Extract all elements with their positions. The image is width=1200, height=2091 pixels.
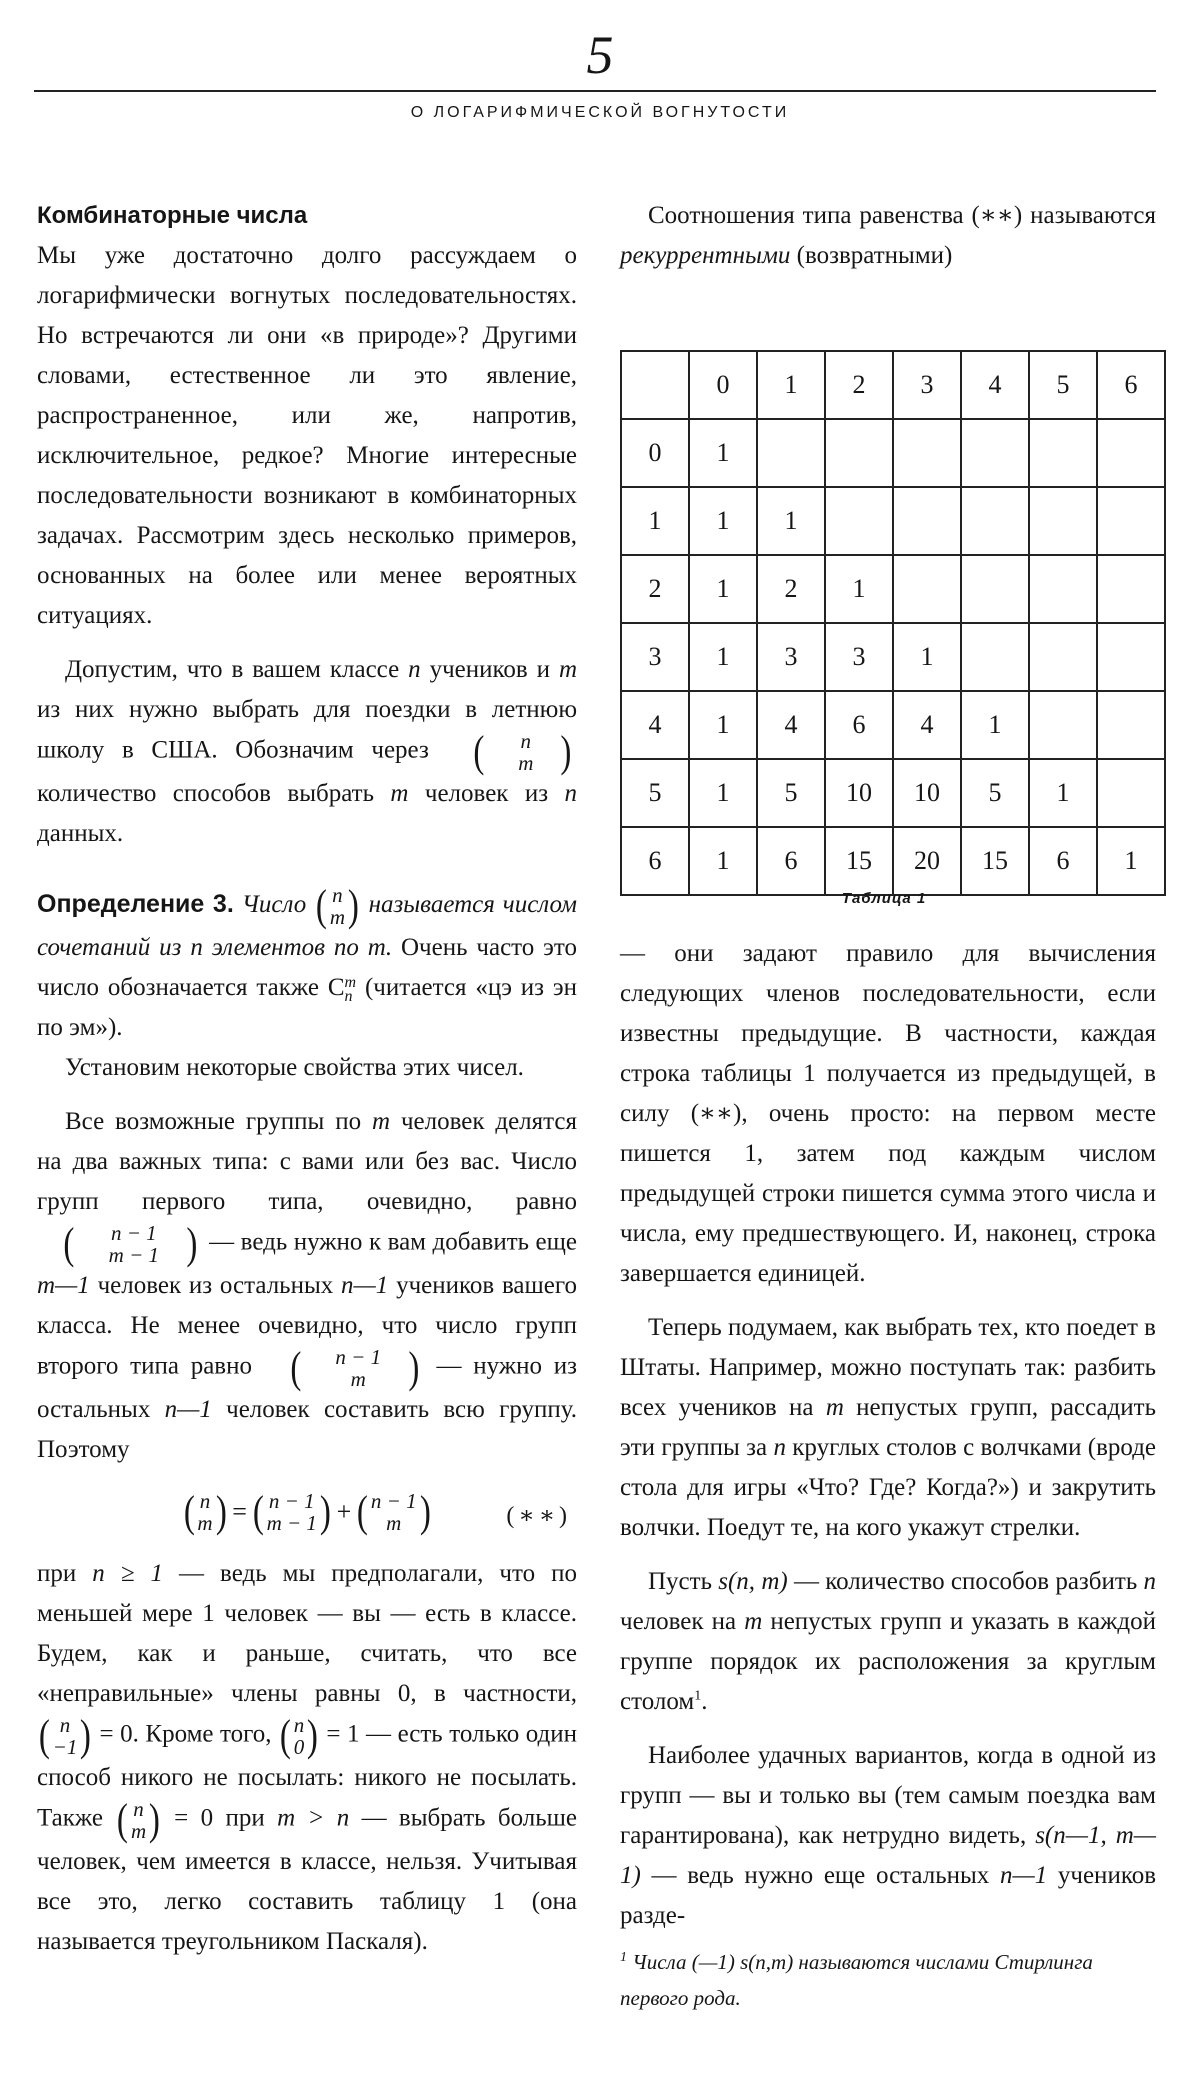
table-cell: 4 bbox=[757, 691, 825, 759]
paragraph-properties: Установим некоторые свойства этих чисел. bbox=[65, 1054, 524, 1082]
paragraph-groups: Теперь подумаем, как выбрать тех, кто поедет в Штаты. Например, можно поступать так: разбить всех учеников на m непустых групп, рассадить эти группы за n круглых столов с волчками (вроде стола для игры «Что? Где? Когда?») и закрутить волчки. Поедут те, на кого укажут стрелки. bbox=[620, 1314, 1157, 1541]
table-cell: 5 bbox=[621, 759, 689, 827]
table-cell bbox=[1029, 487, 1097, 555]
table-cell: 4 bbox=[621, 691, 689, 759]
table-cell: 1 bbox=[1097, 827, 1165, 895]
table-cell bbox=[893, 419, 961, 487]
right-column-top bbox=[620, 196, 1156, 276]
table-cell: 1 bbox=[689, 759, 757, 827]
table-cell: 1 bbox=[689, 419, 757, 487]
table-row bbox=[621, 555, 1165, 623]
paragraph-class-example: Допустим, что в вашем классе n учеников и m из них нужно выбрать для поездки в летнюю школу в США. Обозначим через ( n m ) количество способов выбрать m человек из n данных. bbox=[37, 656, 578, 847]
table-cell bbox=[825, 419, 893, 487]
table-cell: 3 bbox=[893, 351, 961, 419]
binom-n-m: ( n m ) bbox=[117, 1795, 160, 1845]
table-cell bbox=[621, 351, 689, 419]
paragraph-intro: Мы уже достаточно долго рассуждаем о логарифмически вогнутых последовательностях. Но встречаются ли они «в природе»? Другими словами, естественное ли это явление, распространенное, или же, напротив, исключительное, редкое? Многие интересные последовательности возникают в комбинаторных задачах. Рассмотрим здесь несколько примеров, основанных на более или менее вероятных ситуациях. bbox=[37, 242, 577, 629]
table-cell: 5 bbox=[1029, 351, 1097, 419]
table-cell bbox=[1097, 691, 1165, 759]
table-cell: 4 bbox=[893, 691, 961, 759]
paragraph-boundary-values: при n ≥ 1 — ведь мы предполагали, что по меньшей мере 1 человек — вы — есть в классе. Будем, как и раньше, считать, что все «неправильные» члены равны 0, в частности, ( n −1 ) = 0. Кроме того, ( n 0 ) = 1 — есть только один способ никого не посылать: никого не посылать. Также ( n m ) = 0 при m > n — выбрать больше человек, чем имеется в классе, нельзя. Учитывая все это, легко составить таблицу 1 (она называется треугольником Паскаля). bbox=[37, 1560, 578, 1956]
table-cell bbox=[1097, 759, 1165, 827]
table-cell: 1 bbox=[825, 555, 893, 623]
table-cell: 1 bbox=[757, 487, 825, 555]
table-row bbox=[621, 827, 1165, 895]
table-cell: 3 bbox=[621, 623, 689, 691]
table-cell: 0 bbox=[689, 351, 757, 419]
pascal-triangle-table bbox=[620, 350, 1166, 896]
binom-n-m: ( n m ) bbox=[315, 881, 359, 931]
binom-n1-m1: ( n − 1 m − 1 ) bbox=[63, 1219, 198, 1269]
table-cell bbox=[1097, 487, 1165, 555]
table-cell: 1 bbox=[689, 827, 757, 895]
table-cell bbox=[757, 419, 825, 487]
table-cell bbox=[1029, 623, 1097, 691]
table-cell: 2 bbox=[621, 555, 689, 623]
table-cell: 1 bbox=[1029, 759, 1097, 827]
running-title: О ЛОГАРИФМИЧЕСКОЙ ВОГНУТОСТИ bbox=[410, 104, 790, 121]
table-cell: 6 bbox=[825, 691, 893, 759]
table-cell: 6 bbox=[757, 827, 825, 895]
table-cell: 20 bbox=[893, 827, 961, 895]
table-row bbox=[621, 487, 1165, 555]
table-cell bbox=[825, 487, 893, 555]
table-row bbox=[621, 759, 1165, 827]
table-cell bbox=[961, 419, 1029, 487]
paragraph-group-types: Все возможные группы по m человек делятся на два важных типа: с вами или без вас. Число групп первого типа, очевидно, равно ( n − 1 m − 1 ) — ведь нужно к вам добавить еще m—1 человек из остальных n—1 учеников вашего класса. Не менее очевидно, что число групп второго типа равно ( n − 1 m ) — нужно из остальных n—1 человек составить всю группу. Поэтому bbox=[37, 1108, 578, 1464]
right-column-bottom bbox=[620, 934, 1156, 2016]
table-cell bbox=[893, 487, 961, 555]
table-cell: 2 bbox=[757, 555, 825, 623]
table-cell bbox=[1029, 419, 1097, 487]
table-caption: Таблица 1 bbox=[841, 890, 927, 907]
binom-n-m: ( n m ) bbox=[472, 727, 572, 776]
table-cell: 1 bbox=[689, 623, 757, 691]
table-cell bbox=[961, 487, 1029, 555]
paragraph-best-case: Наиболее удачных вариантов, когда в одной из групп — вы и только вы (тем самым поездка вам гарантирована), как нетрудно видеть, s(n—1, m—1) — ведь нужно еще остальных n—1 учеников разде- bbox=[620, 1742, 1156, 1929]
formula-tag: (∗∗) bbox=[506, 1503, 571, 1530]
table-cell: 15 bbox=[961, 827, 1029, 895]
table-cell: 2 bbox=[825, 351, 893, 419]
recurrence-formula: ( n m ) = ( n − 1 m − 1 ) + ( n − 1 m ) (∗∗) bbox=[183, 1487, 571, 1537]
table-cell bbox=[1097, 623, 1165, 691]
table-cell: 10 bbox=[893, 759, 961, 827]
header-rule bbox=[34, 90, 1156, 92]
table-cell bbox=[1029, 555, 1097, 623]
table-cell bbox=[893, 555, 961, 623]
table-cell bbox=[961, 623, 1029, 691]
table-row bbox=[621, 691, 1165, 759]
table-cell: 1 bbox=[757, 351, 825, 419]
c-n-m-notation: C m n bbox=[327, 973, 357, 1005]
table-cell: 1 bbox=[689, 691, 757, 759]
table-cell: 3 bbox=[757, 623, 825, 691]
table-cell: 6 bbox=[621, 827, 689, 895]
paragraph-rule: — они задают правило для вычисления следующих членов последовательности, если известны предыдущие. В частности, каждая строка таблицы 1 получается из предыдущей, в силу (∗∗), очень просто: на первом месте пишется 1, затем под каждым числом предыдущей строки пишется сумма этого числа и числа, ему предшествующего. И, наконец, строка завершается единицей. bbox=[620, 940, 1156, 1287]
table-cell bbox=[1029, 691, 1097, 759]
binom-n-neg1: ( n −1 ) bbox=[38, 1711, 92, 1761]
table-cell bbox=[961, 555, 1029, 623]
table-cell: 5 bbox=[757, 759, 825, 827]
table-row bbox=[621, 419, 1165, 487]
table-cell: 1 bbox=[689, 555, 757, 623]
table-cell: 6 bbox=[1029, 827, 1097, 895]
table-cell: 4 bbox=[961, 351, 1029, 419]
table-row bbox=[621, 623, 1165, 691]
footnote: $^1$ Числа (—1) s(n,m) называются числами Стирлинга первого рода. bbox=[620, 1950, 1093, 2010]
paragraph-stirling: Пусть s(n, m) — количество способов разбить n человек на m непустых групп и указать в каждой группе порядок их расположения за круглым столом$^1$. bbox=[620, 1568, 1156, 1715]
table-header-row bbox=[621, 351, 1165, 419]
table-cell: 1 bbox=[689, 487, 757, 555]
table-cell: 1 bbox=[621, 487, 689, 555]
binom-n-0: ( n 0 ) bbox=[279, 1711, 319, 1761]
table-cell: 1 bbox=[893, 623, 961, 691]
definition-3: Определение 3. Число ( n m ) называется числом сочетаний из n элементов по m. Очень часто это число обозначается также C m n (читается «цэ из эн по эм»). bbox=[37, 881, 578, 1042]
table-cell bbox=[1097, 419, 1165, 487]
table-cell bbox=[1097, 555, 1165, 623]
table-cell: 15 bbox=[825, 827, 893, 895]
paragraph-recurrent: Соотношения типа равенства (∗∗) называются рекуррентными (возвратными) bbox=[620, 202, 1156, 269]
left-column bbox=[37, 196, 577, 1962]
table-cell: 6 bbox=[1097, 351, 1165, 419]
table-cell: 3 bbox=[825, 623, 893, 691]
binom-n1-m: ( n − 1 m ) bbox=[290, 1343, 420, 1393]
section-heading: Комбинаторные числа bbox=[37, 202, 308, 229]
table-cell: 1 bbox=[961, 691, 1029, 759]
table-cell: 10 bbox=[825, 759, 893, 827]
page-number: 5 bbox=[586, 25, 614, 85]
table-cell: 5 bbox=[961, 759, 1029, 827]
table-cell: 0 bbox=[621, 419, 689, 487]
